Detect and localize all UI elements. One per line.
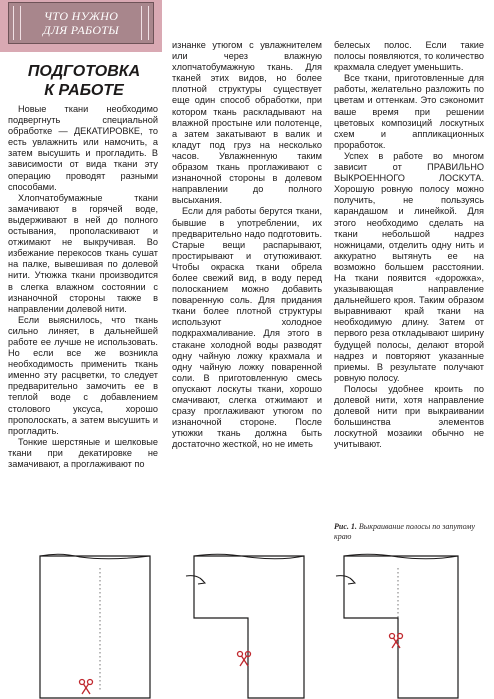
figure-caption — [334, 522, 486, 542]
paragraph: Новые ткани необходимо подвергнуть специальной обработке — ДЕКАТИРОВКЕ, то есть увлажнить или намочить, а затем высушить и прогладить. В зависимости от вида ткани эту операцию проводят разными способами. — [8, 104, 158, 192]
figure-1 — [0, 548, 494, 699]
section-title-line-1: ПОДГОТОВКА — [27, 63, 141, 80]
paragraph: Полосы удобнее кроить по долевой нити, хотя направление долевой нити при выкраивании большинства элементов лоскутной мозаики обычно не учитывают. — [334, 383, 484, 450]
fabric-panel-2 — [186, 554, 304, 698]
scissors-icon — [390, 634, 403, 649]
paragraph: Все ткани, приготовленные для работы, желательно разложить по цветам и оттенкам. Это сэкономит ваше время при решении цветовых композиций лоскутных схем и аппликационных проработок. — [334, 73, 484, 150]
paragraph: белесых полос. Если такие полосы появляются, то количество крахмала следует уменьшить. — [334, 40, 484, 73]
fabric-panel-3 — [336, 554, 458, 698]
header-band — [0, 0, 162, 52]
header-ornament-left — [13, 6, 21, 40]
caption-text: Выкраивание полосы по запутому краю — [334, 522, 476, 541]
scissors-icon — [80, 680, 93, 695]
section-title-line-2: К РАБОТЕ — [44, 82, 124, 99]
caption-label: Рис. 1. — [334, 522, 357, 531]
paragraph: Если выяснилось, что ткань сильно линяет, в дальнейшей работе ее лучше не использовать. Но если все же возникла необходимость применить ткань именно эту расцветки, то следует предварительно замочить ее в теплой воде с добавлением столового уксуса, хорошо прополоскать, а затем высушить и прогладить. — [8, 314, 158, 436]
fabric-panel-1 — [40, 554, 150, 698]
header-line-1: ЧТО НУЖНО — [43, 9, 119, 23]
text-column-2 — [172, 40, 322, 450]
section-title — [8, 62, 160, 100]
paragraph: Тонкие шерстяные и шелковые ткани при декатировке не замачивают, а проглаживают по — [8, 436, 158, 469]
text-column-3 — [334, 40, 484, 450]
section-header-box — [8, 2, 154, 44]
paragraph: Успех в работе во многом зависит от ПРАВИЛЬНО ВЫКРОЕННОГО ЛОСКУТА. Хорошую ровную полосу можно получить, не пользуясь карандашом и линейкой. Для этого необходимо сделать на ткани небольшой надрез ножницами, отделить одну нить и аккуратно вытянуть ее на возможно большем расстоянии. На ткани появится «дорожка», указывающая направление дальнейшего кроя. Таким образом выравнивают край ткани на необходимую длину. Затем от первого реза откладывают ширину будущей полосы, делают второй надрез и повторяют указанные приемы. В результате получают ровную полосу. — [334, 150, 484, 383]
paragraph: изнанке утюгом с увлажнителем или через влажную хлопчатобумажную ткань. Для тканей этих видов, но более плотной структуры существует еще один способ обработки, при котором ткань раскладывают на влажной простыне или полотенце, а затем закатывают в валик и кладут под груз на несколько часов. Увлажненную таким образом ткань проглаживают с изнаночной стороны в долевом направлении до полного высыхания. — [172, 40, 322, 206]
text-column-1 — [8, 104, 158, 470]
fabric-cutting-illustration — [0, 548, 494, 699]
header-line-2: ДЛЯ РАБОТЫ — [42, 23, 120, 37]
paragraph: Хлопчатобумажные ткани замачивают в горячей воде, выдерживают в ней до полного остывания, прополаскивают и отжимают не выкручивая. Во избежание перекосов ткань сушат на палке, вывешивая по долевой нити. Утюжка ткани производится в слегка влажном состоянии с изнаночной стороны также в направлении долевой нити. — [8, 192, 158, 314]
paragraph: Если для работы берутся ткани, бывшие в употреблении, их предварительно надо подготовить. Старые вещи распарывают, простирывают и отутюживают. Чтобы окраска ткани обрела более свежий вид, в воду перед полосканием можно добавить поваренную соль. Для придания ткани более плотной структуры используют холодное подкрахмаливание. Для этого в стакане холодной воды разводят одну чайную ложку крахмала и одну чайную ложку поваренной соли. В приготовленную смесь опускают лоскуты ткани, хорошо смачивают, слегка отжимают и сразу проглаживают утюгом по изнаночной стороне. После утюжки ткань должна быть достаточно жесткой, но не иметь — [172, 206, 322, 450]
header-ornament-right — [141, 6, 149, 40]
